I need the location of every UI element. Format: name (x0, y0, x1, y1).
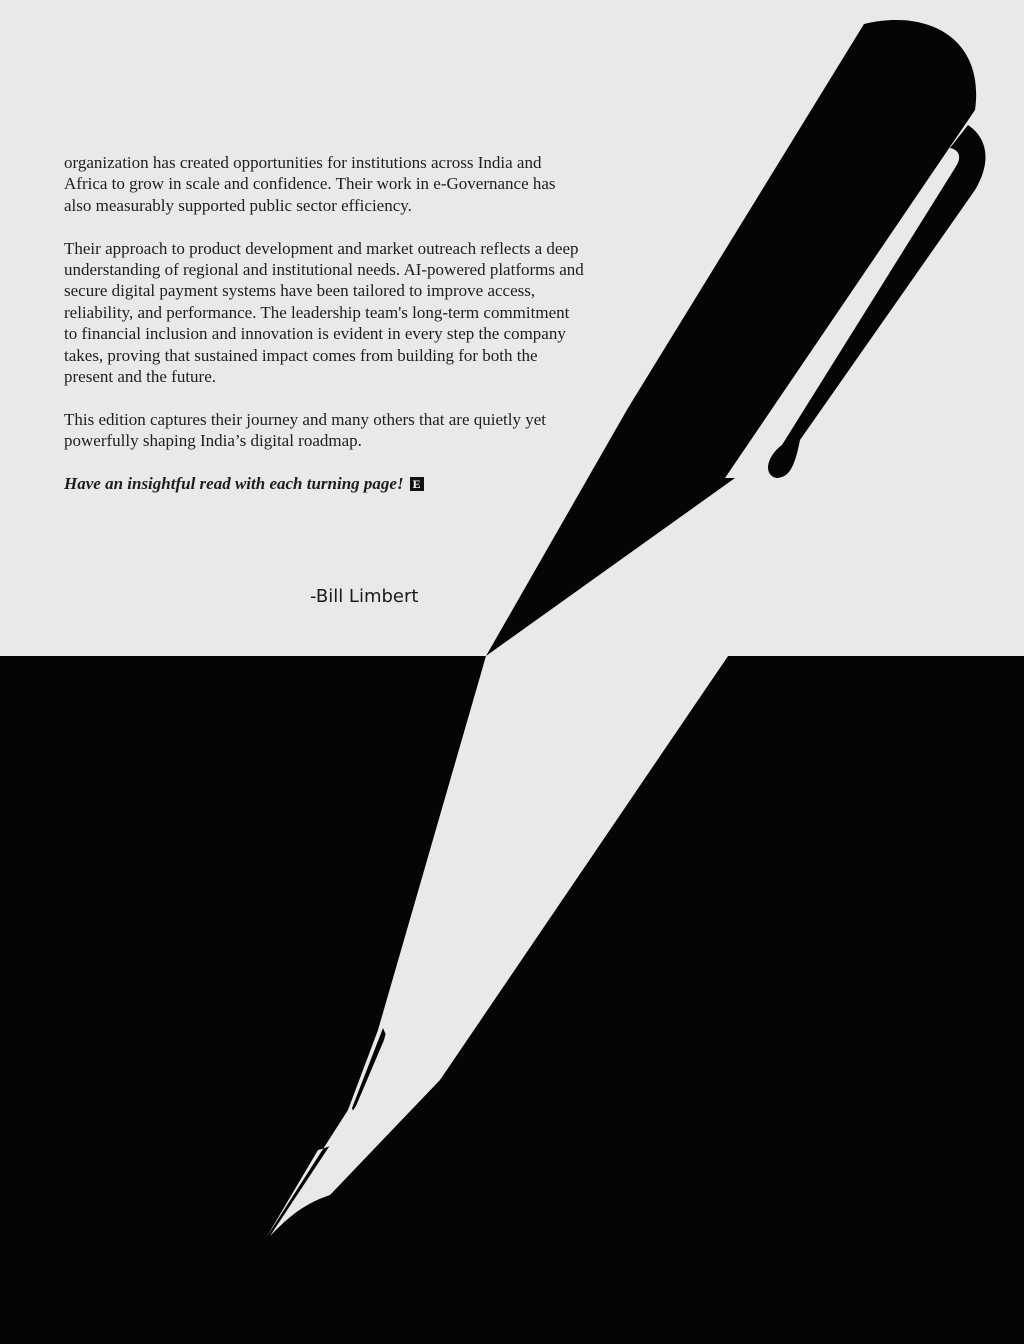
editorial-text (64, 152, 584, 516)
end-mark-icon: E (410, 477, 424, 491)
closing-line (64, 473, 584, 494)
paragraph: This edition captures their journey and many others that are quietly yet powerfully shaping India’s digital roadmap. (64, 409, 546, 451)
paragraph: organization has created opportunities for institutions across India and Africa to grow in scale and confidence. Their work in e-Governance has also measurably supported public sector efficiency. (64, 153, 556, 215)
author-signature: -Bill Limbert (310, 586, 419, 607)
pen-nib-tip (270, 656, 728, 1236)
paragraph: Their approach to product development and market outreach reflects a deep understanding of regional and institutional needs. AI-powered platforms and secure digital payment systems have been tailored to improve access, reliability, and performance. The leadership team's long-term commitment to financial inclusion and innovation is evident in every step the company takes, proving that sustained impact comes from building for both the present and the future. (64, 238, 584, 387)
closing-text: Have an insightful read with each turning page! (64, 474, 404, 494)
